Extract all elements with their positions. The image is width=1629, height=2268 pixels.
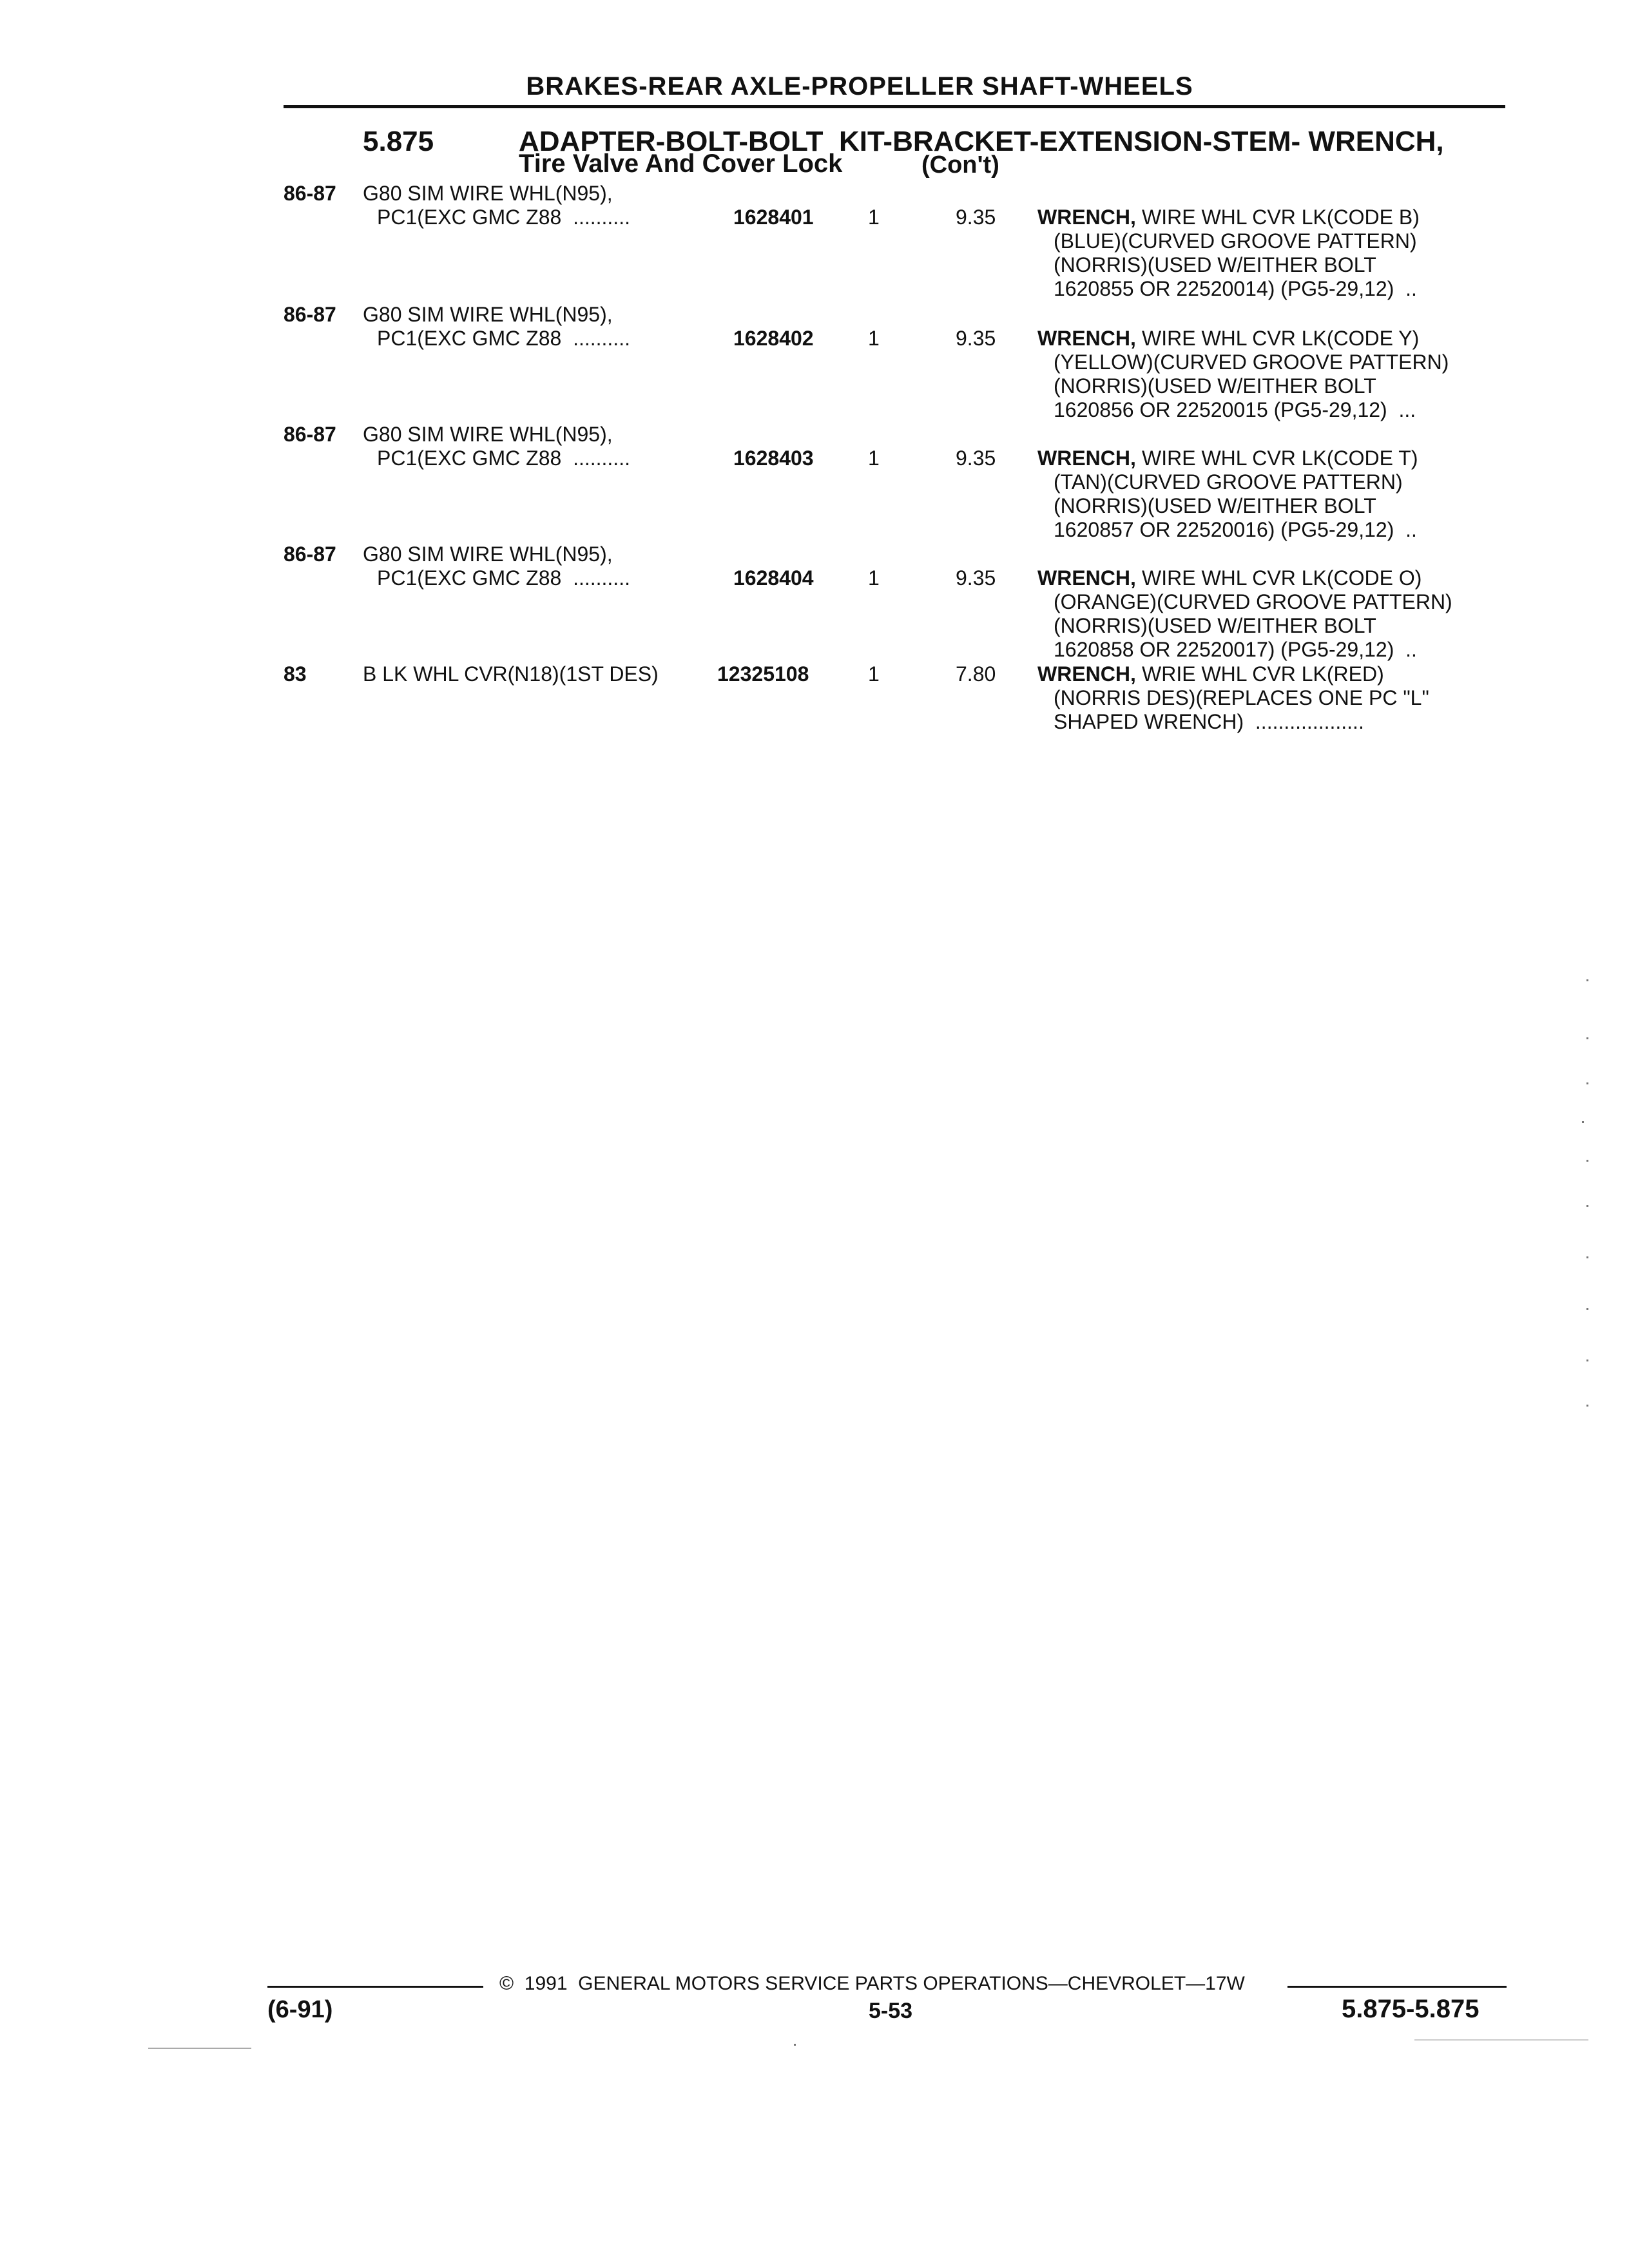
- entry-description-line: WIRE WHL CVR LK(CODE T): [1142, 447, 1418, 470]
- entry-year: 83: [284, 662, 307, 686]
- section-continued: (Con't): [921, 151, 999, 178]
- footer-copyright: © 1991 GENERAL MOTORS SERVICE PARTS OPERATIONS—CHEVROLET—17W: [499, 1973, 1245, 1994]
- entry-price: 9.35: [956, 447, 996, 470]
- entry-usage-line: G80 SIM WIRE WHL(N95),: [363, 423, 613, 446]
- entry-year: 86-87: [284, 543, 336, 566]
- entry-description-line: SHAPED WRENCH) ...................: [1054, 710, 1364, 733]
- entry-description-head: WRENCH,: [1037, 447, 1136, 470]
- entry-part-number: 12325108: [717, 662, 809, 686]
- entry-description-line: WRIE WHL CVR LK(RED): [1142, 662, 1384, 686]
- entry-part-number: 1628403: [733, 447, 814, 470]
- section-number: 5.875: [363, 126, 434, 157]
- entry-quantity: 1: [868, 566, 880, 590]
- entry-description-head: WRENCH,: [1037, 662, 1136, 686]
- entry-usage-line: G80 SIM WIRE WHL(N95),: [363, 303, 613, 326]
- entry-usage-line: B LK WHL CVR(N18)(1ST DES): [363, 662, 659, 686]
- scan-line: [148, 2048, 251, 2049]
- entry-description-head: WRENCH,: [1037, 327, 1136, 350]
- entry-part-number: 1628401: [733, 206, 814, 229]
- entry-quantity: 1: [868, 327, 880, 350]
- entry-description-line: (NORRIS DES)(REPLACES ONE PC "L": [1054, 686, 1429, 709]
- entry-quantity: 1: [868, 662, 880, 686]
- entry-description-line: (NORRIS)(USED W/EITHER BOLT: [1054, 253, 1376, 276]
- entry-usage-line: PC1(EXC GMC Z88 ..........: [377, 206, 630, 229]
- entry-description-line: (TAN)(CURVED GROOVE PATTERN): [1054, 470, 1403, 494]
- entry-price: 9.35: [956, 327, 996, 350]
- entry-usage-line: G80 SIM WIRE WHL(N95),: [363, 543, 613, 566]
- footer-section-range: 5.875-5.875: [1342, 1995, 1480, 2023]
- footer-page-number: 5-53: [869, 1999, 913, 2023]
- entry-year: 86-87: [284, 303, 336, 326]
- entry-usage-line: PC1(EXC GMC Z88 ..........: [377, 566, 630, 590]
- entry-part-number: 1628402: [733, 327, 814, 350]
- entry-usage-line: PC1(EXC GMC Z88 ..........: [377, 447, 630, 470]
- entry-price: 9.35: [956, 206, 996, 229]
- entry-quantity: 1: [868, 447, 880, 470]
- entry-description-line: 1620856 OR 22520015 (PG5-29,12) ...: [1054, 398, 1416, 421]
- entry-description-line: 1620858 OR 22520017) (PG5-29,12) ..: [1054, 638, 1417, 661]
- entry-description-line: (NORRIS)(USED W/EITHER BOLT: [1054, 494, 1376, 517]
- entry-quantity: 1: [868, 206, 880, 229]
- entry-description-line: 1620855 OR 22520014) (PG5-29,12) ..: [1054, 277, 1417, 300]
- entry-year: 86-87: [284, 423, 336, 446]
- section-title: ADAPTER-BOLT-BOLT KIT-BRACKET-EXTENSION-STEM- WRENCH,: [519, 126, 1444, 157]
- header-rule: [284, 105, 1505, 108]
- footer-rule-left: [267, 1986, 483, 1988]
- entry-description-head: WRENCH,: [1037, 566, 1136, 590]
- entry-usage-line: G80 SIM WIRE WHL(N95),: [363, 182, 613, 205]
- entry-description-line: (NORRIS)(USED W/EITHER BOLT: [1054, 374, 1376, 398]
- entry-year: 86-87: [284, 182, 336, 205]
- entry-description-line: (ORANGE)(CURVED GROOVE PATTERN): [1054, 590, 1452, 613]
- entry-description-line: WIRE WHL CVR LK(CODE B): [1142, 206, 1420, 229]
- entry-description-line: WIRE WHL CVR LK(CODE O): [1142, 566, 1422, 590]
- entry-price: 9.35: [956, 566, 996, 590]
- entry-description-line: WIRE WHL CVR LK(CODE Y): [1142, 327, 1420, 350]
- entry-description-line: 1620857 OR 22520016) (PG5-29,12) ..: [1054, 518, 1417, 541]
- entry-description-line: (NORRIS)(USED W/EITHER BOLT: [1054, 614, 1376, 637]
- entry-part-number: 1628404: [733, 566, 814, 590]
- section-subtitle: Tire Valve And Cover Lock: [519, 149, 843, 178]
- scan-line: [1414, 2039, 1588, 2041]
- page-header: BRAKES-REAR AXLE-PROPELLER SHAFT-WHEELS: [526, 72, 1193, 101]
- entry-description-line: (BLUE)(CURVED GROOVE PATTERN): [1054, 229, 1417, 253]
- entry-usage-line: PC1(EXC GMC Z88 ..........: [377, 327, 630, 350]
- footer-date: (6-91): [267, 1996, 333, 2023]
- entry-description-head: WRENCH,: [1037, 206, 1136, 229]
- footer-rule-right: [1287, 1986, 1507, 1988]
- entry-description-line: (YELLOW)(CURVED GROOVE PATTERN): [1054, 351, 1449, 374]
- entry-price: 7.80: [956, 662, 996, 686]
